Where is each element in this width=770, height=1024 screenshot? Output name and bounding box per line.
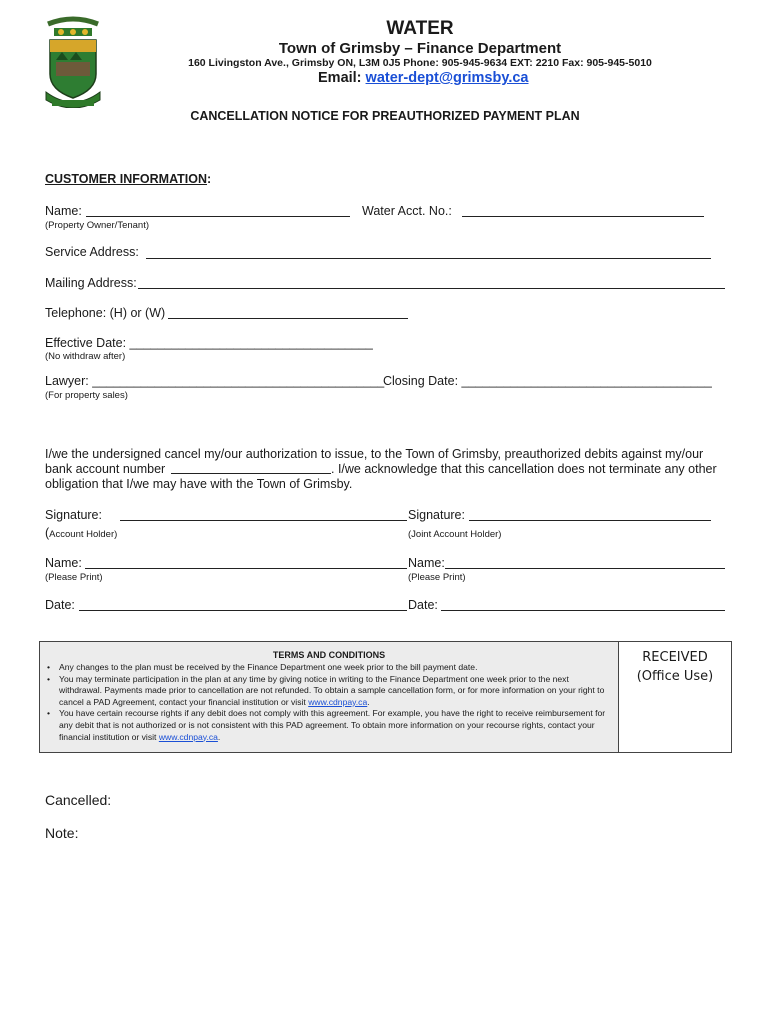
- joint-holder-sub: (Joint Account Holder): [408, 529, 502, 540]
- received-title: RECEIVED: [642, 650, 708, 665]
- acct-field[interactable]: [462, 216, 704, 217]
- lawyer-sub: (For property sales): [45, 390, 128, 401]
- mailing-address-label: Mailing Address:: [45, 276, 137, 290]
- terms-period: .: [367, 696, 370, 707]
- joint-date-label: Date:: [408, 598, 438, 612]
- document-title: WATER: [386, 18, 454, 39]
- contact-address: 160 Livingston Ave., Grimsby ON, L3M 0J5 Phone: 905-945-9634 EXT: 2210 Fax: 905-945-5010: [188, 57, 652, 69]
- terms-box: [39, 641, 619, 753]
- form-title: CANCELLATION NOTICE FOR PREAUTHORIZED PAYMENT PLAN: [190, 109, 580, 123]
- service-address-field[interactable]: [146, 258, 711, 259]
- email-label: Email:: [318, 70, 362, 86]
- closing-date-text: Closing Date: _: [383, 374, 469, 388]
- joint-signature-label: Signature:: [408, 508, 465, 522]
- date-label: Date:: [45, 598, 75, 612]
- terms-item: [59, 674, 610, 709]
- acct-label: Water Acct. No.:: [362, 204, 452, 218]
- section-title-text: CUSTOMER INFORMATION: [45, 172, 208, 186]
- terms-title: TERMS AND CONDITIONS: [272, 650, 386, 660]
- account-holder-sub: [45, 526, 117, 540]
- section-title: [45, 172, 211, 186]
- authorization-line-1: I/we the undersigned cancel my/our authorization to issue, to the Town of Grimsby, preauthorized debits against my/our: [45, 447, 704, 461]
- authorization-line-2b: . I/we acknowledge that this cancellation does not terminate any other: [331, 462, 717, 476]
- closing-date-label: [383, 374, 712, 388]
- bank-account-text: bank account number: [45, 462, 166, 476]
- mailing-address-field[interactable]: [138, 288, 725, 289]
- joint-print-name-label: Name:: [408, 556, 445, 570]
- cdnpay-link[interactable]: www.cdnpay.ca: [308, 696, 368, 707]
- joint-signature-field[interactable]: [469, 520, 711, 521]
- terms-period: .: [217, 731, 221, 742]
- telephone-field[interactable]: [168, 318, 408, 319]
- please-print-sub: (Please Print): [45, 572, 103, 583]
- name-label: Name:: [45, 204, 82, 218]
- account-holder-text: Account Holder): [49, 529, 118, 540]
- joint-please-print-sub: (Please Print): [408, 572, 466, 583]
- cdnpay-link[interactable]: www.cdnpay.ca: [158, 731, 218, 742]
- joint-date-field[interactable]: [441, 610, 725, 611]
- print-name-field[interactable]: [85, 568, 407, 569]
- town-crest-logo: [42, 16, 104, 108]
- name-field[interactable]: [86, 216, 350, 217]
- terms-item-text: You may terminate participation in the plan at any time by giving notice in writing to the Finance Department one week prior to the next withdrawal. Payments made prior to cancellation are not refunded. To obtain a sample cancellation form, or for more information on your right to cancel a PAD Agreement, contact your financial institution or visit: [59, 673, 605, 707]
- terms-item: [59, 662, 610, 674]
- date-field[interactable]: [79, 610, 407, 611]
- print-name-label: Name:: [45, 556, 82, 570]
- email-link[interactable]: water-dept@grimsby.ca: [365, 70, 529, 86]
- closing-date-field[interactable]: ___________________________________: [468, 374, 712, 388]
- contact-email-row: [318, 70, 529, 86]
- signature-field[interactable]: [120, 520, 407, 521]
- effective-date-sub: (No withdraw after): [45, 351, 126, 362]
- lawyer-label[interactable]: Lawyer: __________________________________________: [45, 374, 385, 388]
- note-label: Note:: [45, 825, 79, 841]
- authorization-line-2: [45, 462, 165, 476]
- cancelled-label: Cancelled:: [45, 792, 112, 808]
- authorization-line-3: obligation that I/we may have with the Town of Grimsby.: [45, 477, 353, 491]
- signature-label: Signature:: [45, 508, 102, 522]
- terms-item-text: You have certain recourse rights if any debit does not comply with this agreement. For example, you have the right to receive reimbursement for any debit that is not authorized or is not consistent with this PAD agreement. To obtain more information on your recourse rights, contact your financial institution or visit: [59, 708, 606, 742]
- department-name: Town of Grimsby – Finance Department: [278, 40, 562, 57]
- section-title-colon: :: [207, 172, 212, 186]
- received-office-use: (Office Use): [636, 669, 714, 684]
- bank-account-field[interactable]: [171, 473, 331, 474]
- joint-print-name-field[interactable]: [445, 568, 725, 569]
- received-box: [619, 641, 732, 753]
- name-sub: (Property Owner/Tenant): [45, 220, 150, 231]
- telephone-label: Telephone: (H) or (W): [45, 306, 166, 320]
- effective-date-label[interactable]: Effective Date: ___________________________________: [45, 336, 373, 350]
- terms-list: [40, 662, 618, 743]
- terms-item-text: Any changes to the plan must be received by the Finance Department one week prior to the bill payment date.: [59, 662, 478, 672]
- terms-item: [59, 708, 610, 743]
- service-address-label: Service Address:: [45, 245, 139, 259]
- account-holder-paren: (: [45, 526, 50, 540]
